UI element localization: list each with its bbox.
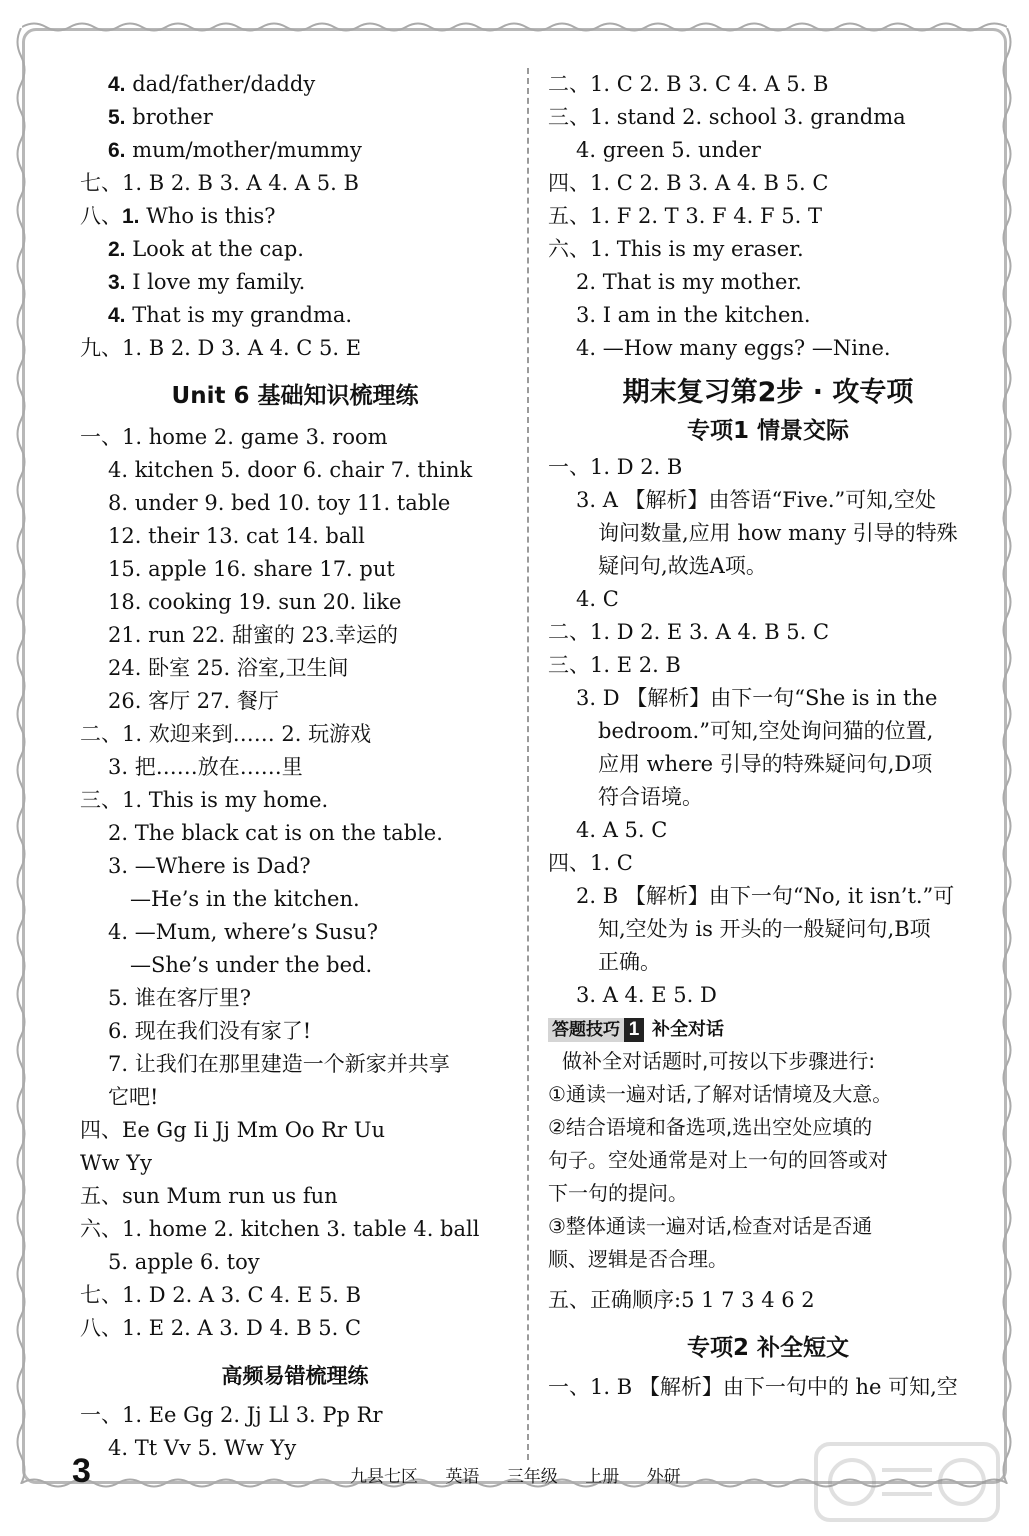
tip-line: ①通读一遍对话,了解对话情境及大意。 [548,1082,893,1106]
footer-volume: 上册 [585,1467,620,1487]
review-line: 2. That is my mother. [576,270,802,294]
u6-part1-line: 4. kitchen 5. door 6. chair 7. think [108,458,473,482]
tip-badge: 答题技巧 [548,1018,624,1042]
u6-part3-line: —He’s in the kitchen. [130,887,360,911]
frame-top-wave [22,20,1007,34]
u6-part3-line: 它吧! [108,1085,159,1109]
u6-part3-line: 6. 现在我们没有家了! [108,1019,312,1043]
watermark-logo [812,1440,1002,1524]
special-2-title: 专项2 补全短文 [686,1335,849,1361]
u6-part1-line: 21. run 22. 甜蜜的 23.幸运的 [108,623,398,647]
special-1-line: 正确。 [598,950,661,974]
footer-publisher: 外研 [646,1467,681,1487]
special-1-line: 四、1. C [548,851,633,875]
tip-line: 句子。空处通常是对上一句的回答或对 [548,1148,888,1172]
section-8-answer: 2. Look at the cap. [108,237,304,261]
special-1-line: bedroom.”可知,空处询问猫的位置, [598,719,934,743]
tip-title: 补全对话 [652,1019,724,1040]
section-8-answer: 八、1. Who is this? [80,204,276,228]
review-line: 4. green 5. under [576,138,761,162]
review-line: 3. I am in the kitchen. [576,303,811,327]
u6-part3-line: —She’s under the bed. [130,953,373,977]
u6-part3-line: 5. 谁在客厅里? [108,986,251,1010]
column-divider [527,68,529,1460]
tip-line: 下一句的提问。 [548,1181,688,1205]
u6-part4-line: Ww Yy [80,1151,152,1175]
u6-part1-line: 15. apple 16. share 17. put [108,557,395,581]
section-9-answers: 九、1. B 2. D 3. A 4. C 5. E [80,336,362,360]
footer-subject: 英语 [445,1467,480,1487]
special-2-line: 一、1. B 【解析】由下一句中的 he 可知,空 [548,1375,958,1399]
u6-part1-line: 18. cooking 19. sun 20. like [108,590,402,614]
page-number: 3 [72,1452,91,1490]
special-1-line: 二、1. D 2. E 3. A 4. B 5. C [548,620,830,644]
special-1-line: 4. A 5. C [576,818,668,842]
special-1-line: 应用 where 引导的特殊疑问句,D项 [598,752,933,776]
special-1-line: 4. C [576,587,619,611]
special-1-line: 疑问句,故选A项。 [598,554,767,578]
unit-6-title: Unit 6 基础知识梳理练 [171,383,419,409]
section-8-answer: 3. I love my family. [108,270,306,294]
special-1-line: 符合语境。 [598,785,703,809]
answer-line: 5. brother [108,105,213,129]
review-line: 六、1. This is my eraser. [548,237,804,261]
high-frequency-title: 高频易错梳理练 [221,1364,369,1388]
special-1-line: 一、1. D 2. B [548,455,683,479]
right-column [548,68,988,1404]
u6-part3-line: 7. 让我们在那里建造一个新家并共享 [108,1052,450,1076]
tip-number: 1 [624,1018,644,1042]
left-column [80,68,510,1465]
tip-line: ③整体通读一遍对话,检查对话是否通 [548,1214,873,1238]
review-line: 四、1. C 2. B 3. A 4. B 5. C [548,171,829,195]
u6-part1-line: 一、1. home 2. game 3. room [80,425,388,449]
footer-info [350,1462,703,1487]
u6-part6-line: 5. apple 6. toy [108,1250,260,1274]
frame-left-wave [14,28,28,1484]
footer-grade: 三年级 [506,1467,558,1487]
u6-part3-line: 4. —Mum, where’s Susu? [108,920,378,944]
tip-line: 做补全对话题时,可按以下步骤进行: [562,1049,876,1073]
special-1-line: 询问数量,应用 how many 引导的特殊 [598,521,958,545]
u6-part1-line: 26. 客厅 27. 餐厅 [108,689,279,713]
answer-line: 6. mum/mother/mummy [108,138,362,162]
u6-part3-line: 3. —Where is Dad? [108,854,311,878]
review-line: 三、1. stand 2. school 3. grandma [548,105,906,129]
u6-part5-line: 五、sun Mum run us fun [80,1184,338,1208]
u6-part3-line: 三、1. This is my home. [80,788,329,812]
u6-part2-line: 3. 把……放在……里 [108,755,303,779]
u6-part1-line: 8. under 9. bed 10. toy 11. table [108,491,451,515]
frame-right-wave [1000,28,1014,1484]
section-8-answer: 4. That is my grandma. [108,303,353,327]
u6-part3-line: 2. The black cat is on the table. [108,821,443,845]
final-review-title: 期末复习第2步 · 攻专项 [622,377,914,408]
footer-region: 九县七区 [350,1467,418,1487]
hf-line: 一、1. Ee Gg 2. Jj Ll 3. Pp Rr [80,1403,383,1427]
special-1-line: 3. A 【解析】由答语“Five.”可知,空处 [576,488,936,512]
u6-part1-line: 12. their 13. cat 14. ball [108,524,365,548]
tip-line: 顺、逻辑是否合理。 [548,1247,728,1271]
u6-part1-line: 24. 卧室 25. 浴室,卫生间 [108,656,349,680]
u6-part8-line: 八、1. E 2. A 3. D 4. B 5. C [80,1316,362,1340]
answer-line: 4. dad/father/daddy [108,72,316,96]
special-1-line: 2. B 【解析】由下一句“No, it isn’t.”可 [576,884,955,908]
tip-line: ②结合语境和备选项,选出空处应填的 [548,1115,873,1139]
tip-header [548,1012,988,1045]
section-7-answers: 七、1. B 2. B 3. A 4. A 5. B [80,171,359,195]
review-line: 4. —How many eggs? —Nine. [576,336,891,360]
u6-part7-line: 七、1. D 2. A 3. C 4. E 5. B [80,1283,362,1307]
special-1-line: 3. A 4. E 5. D [576,983,717,1007]
u6-part2-line: 二、1. 欢迎来到…… 2. 玩游戏 [80,722,372,746]
hf-line: 4. Tt Vv 5. Ww Yy [108,1436,297,1460]
u6-part4-line: 四、Ee Gg Ii Jj Mm Oo Rr Uu [80,1118,385,1142]
special-1-title: 专项1 情景交际 [686,418,849,444]
correct-order-line: 五、正确顺序:5 1 7 3 4 6 2 [548,1288,815,1312]
special-1-line: 三、1. E 2. B [548,653,681,677]
review-line: 二、1. C 2. B 3. C 4. A 5. B [548,72,829,96]
u6-part6-line: 六、1. home 2. kitchen 3. table 4. ball [80,1217,480,1241]
special-1-line: 知,空处为 is 开头的一般疑问句,B项 [598,917,931,941]
review-line: 五、1. F 2. T 3. F 4. F 5. T [548,204,822,228]
special-1-line: 3. D 【解析】由下一句“She is in the [576,686,938,710]
